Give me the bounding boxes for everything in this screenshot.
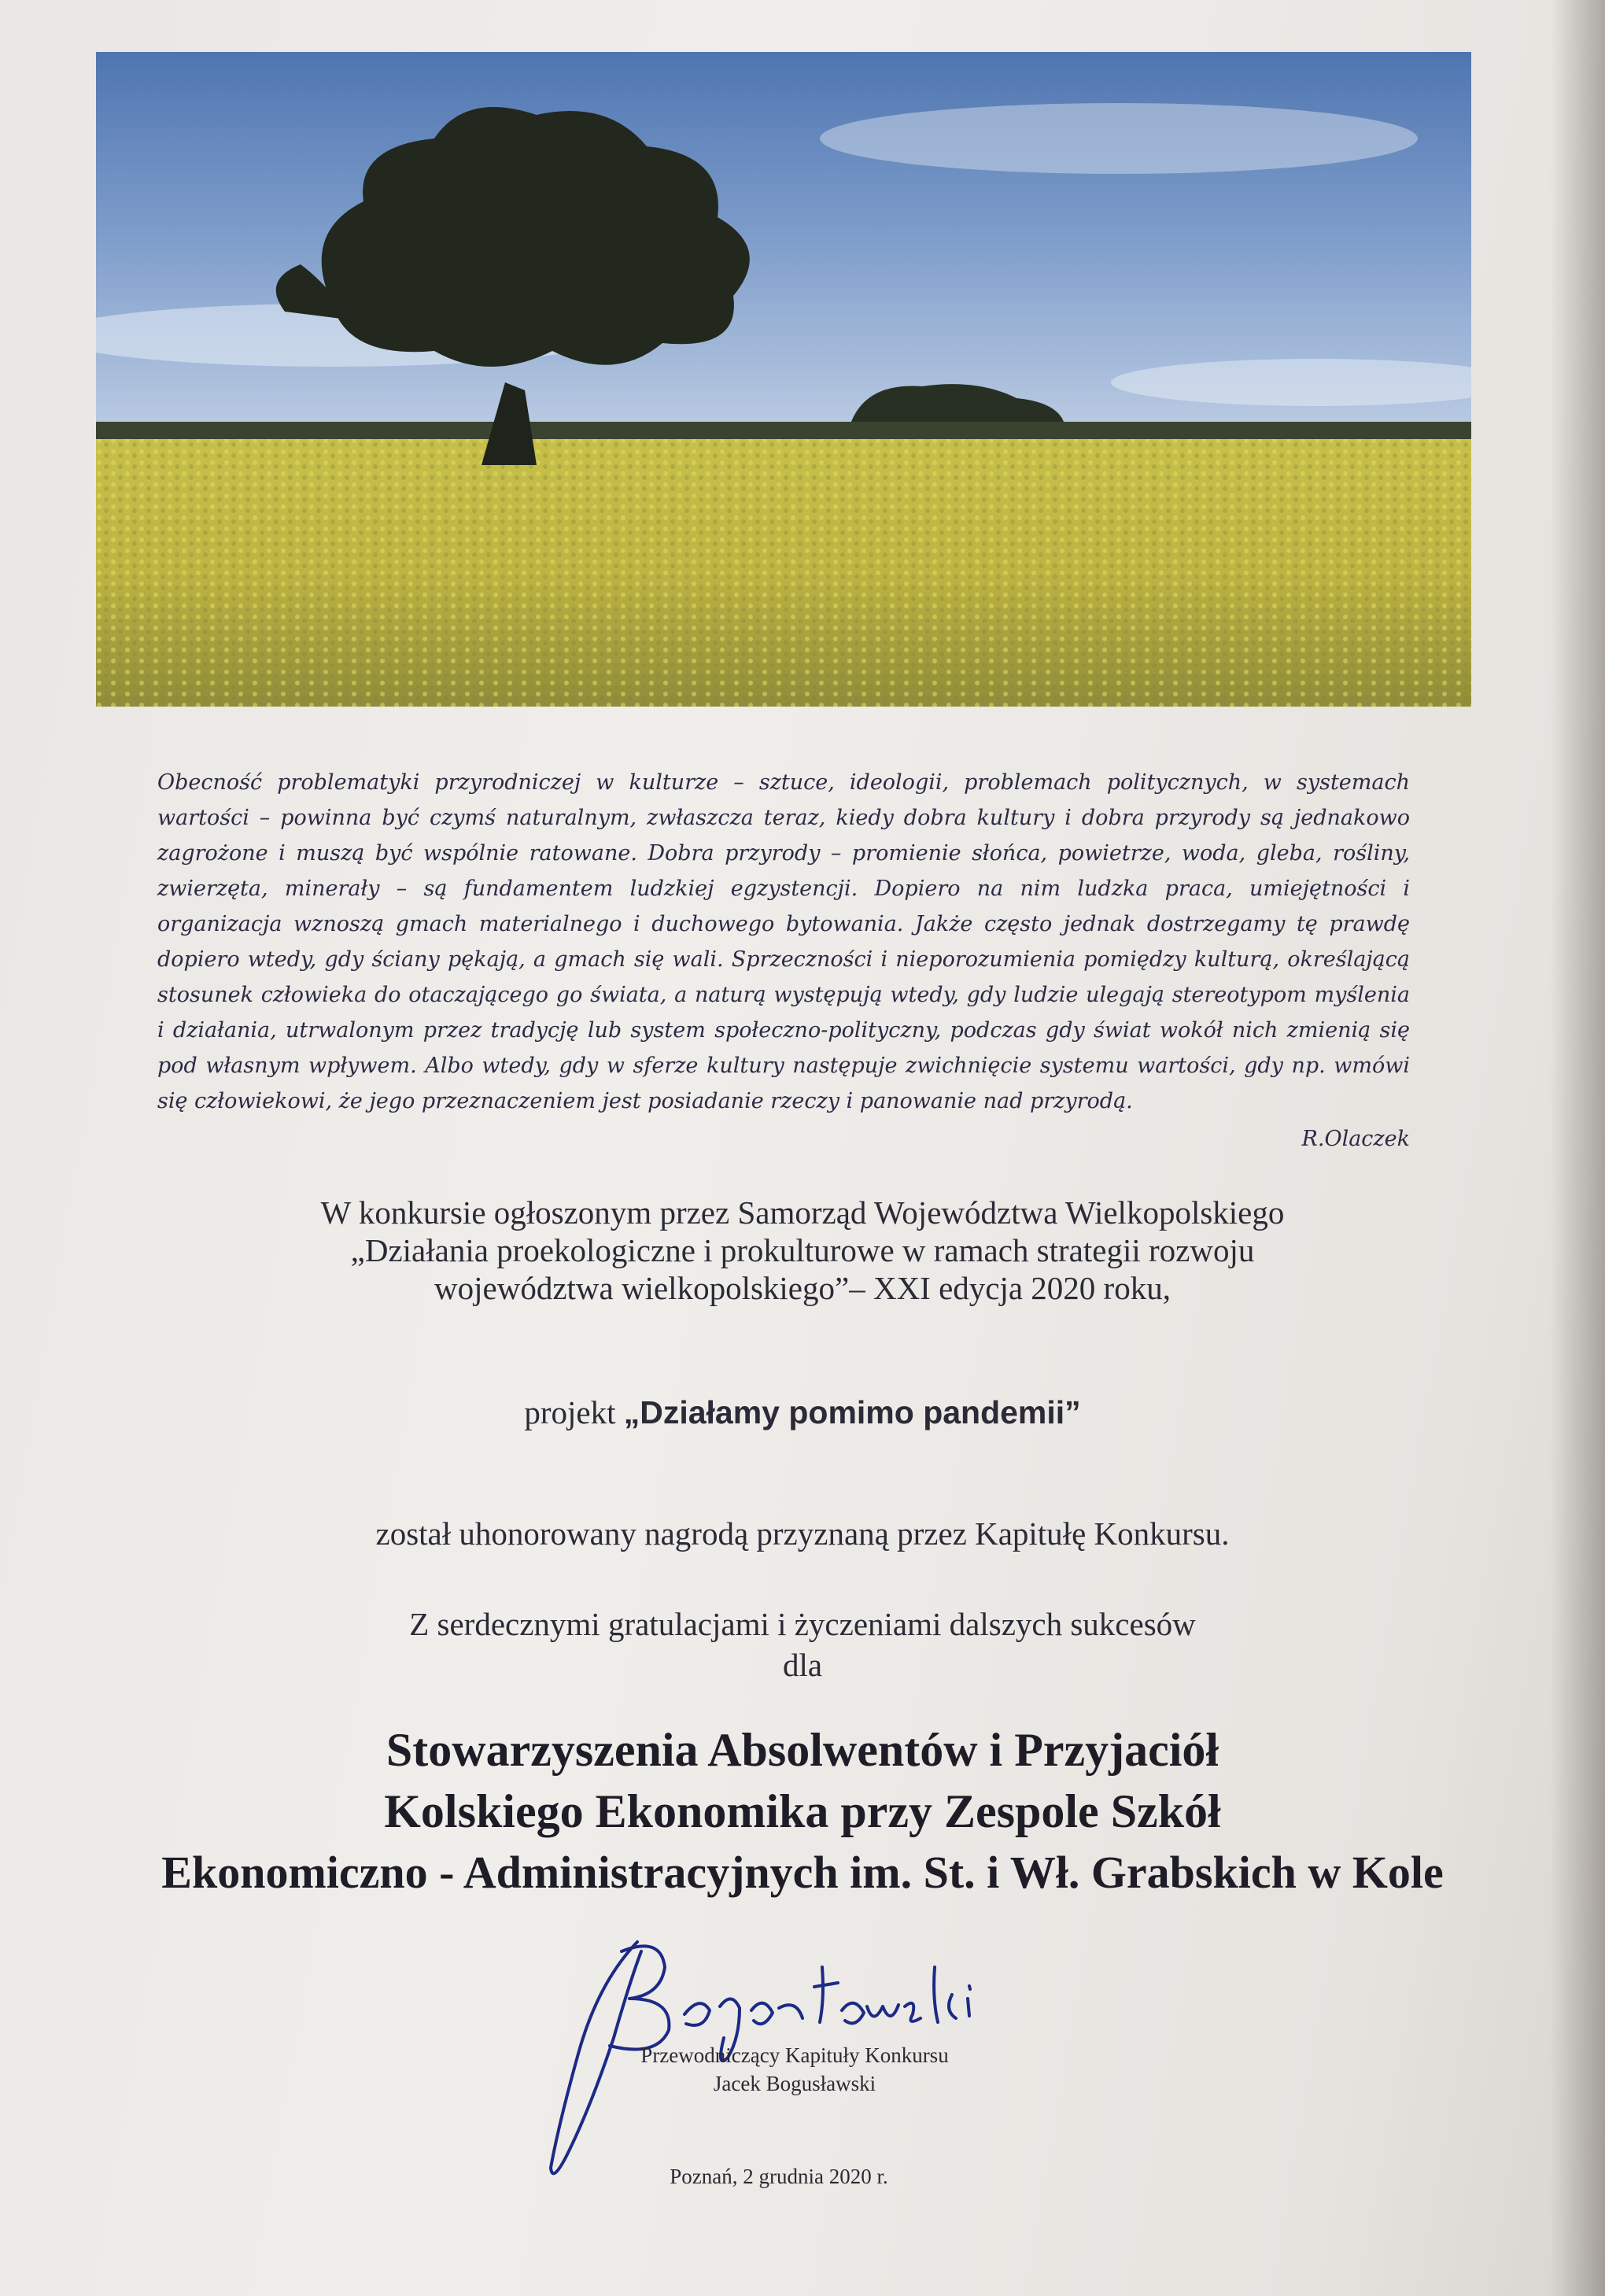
landscape-image-icon (96, 52, 1471, 707)
organization-line-2: Kolskiego Ekonomika przy Zespole Szkół (384, 1785, 1221, 1837)
honor-statement: został uhonorowany nagrodą przyznaną przez Kapitułę Konkursu. (375, 1515, 1230, 1552)
for-line: dla (782, 1647, 823, 1683)
page-shadow (1550, 0, 1605, 2296)
signatory-name: Jacek Bogusławski (713, 2072, 876, 2095)
competition-line-2: „Działania proekologiczne i prokulturowe w ramach strategii rozwoju (350, 1232, 1255, 1268)
project-title: „Działamy pomimo pandemii” (623, 1394, 1081, 1430)
quote-author: R.Olaczek (1301, 1127, 1410, 1151)
competition-line-3: województwa wielkopolskiego”– XXI edycja 2020 roku, (434, 1270, 1171, 1306)
project-line (0, 1393, 1605, 1432)
issue-date: Poznań, 2 grudnia 2020 r. (670, 2165, 888, 2188)
signatory-role: Przewodniczący Kapituły Konkursu (640, 2043, 949, 2067)
nature-quote: Obecność problematyki przyrodniczej w kulturze – sztuce, ideologii, problemach politycznych, w systemach wartości – powinna być czymś naturalnym, zwłaszcza teraz, kiedy dobra kultury i dobra przyrody są jednakowo zagrożone i muszą być wspólnie ratowane. Dobra przyrody – promienie słońca, powietrze, woda, gleba, rośliny, zwierzęta, minerały – są fundamentem ludzkiej egzystencji. Dopiero na nim ludzka praca, umiejętności i organizacja wznoszą gmach materialnego i duchowego bytowania. Jakże często jednak dostrzegamy tę prawdę dopiero wtedy, gdy ściany pękają, a gmach się wali. Sprzeczności i nieporozumienia pomiędzy kulturą, określającą stosunek człowieka do otaczającego go świata, a naturą występują wtedy, gdy ludzie ulegają stereotypom myślenia i działania, utrwalonym przez tradycję lub system społeczno-polityczny, podczas gdy świat wokół nich zmienią się pod własnym wpływem. Albo wtedy, gdy w sferze kultury następuje zwichnięcie systemu wartości, gdy np. wmówi się człowiekowi, że jego przeznaczeniem jest posiadanie rzeczy i panowanie nad przyrodą. (157, 770, 1410, 1113)
organization-line-3: Ekonomiczno - Administracyjnych im. St. i Wł. Grabskich w Kole (161, 1847, 1444, 1898)
congratulations-line: Z serdecznymi gratulacjami i życzeniami dalszych sukcesów (409, 1606, 1196, 1642)
landscape-photo (96, 52, 1471, 707)
project-prefix: projekt (524, 1394, 624, 1430)
organization-line-1: Stowarzyszenia Absolwentów i Przyjaciół (386, 1724, 1219, 1776)
competition-line-1: W konkursie ogłoszonym przez Samorząd Województwa Wielkopolskiego (320, 1194, 1285, 1231)
